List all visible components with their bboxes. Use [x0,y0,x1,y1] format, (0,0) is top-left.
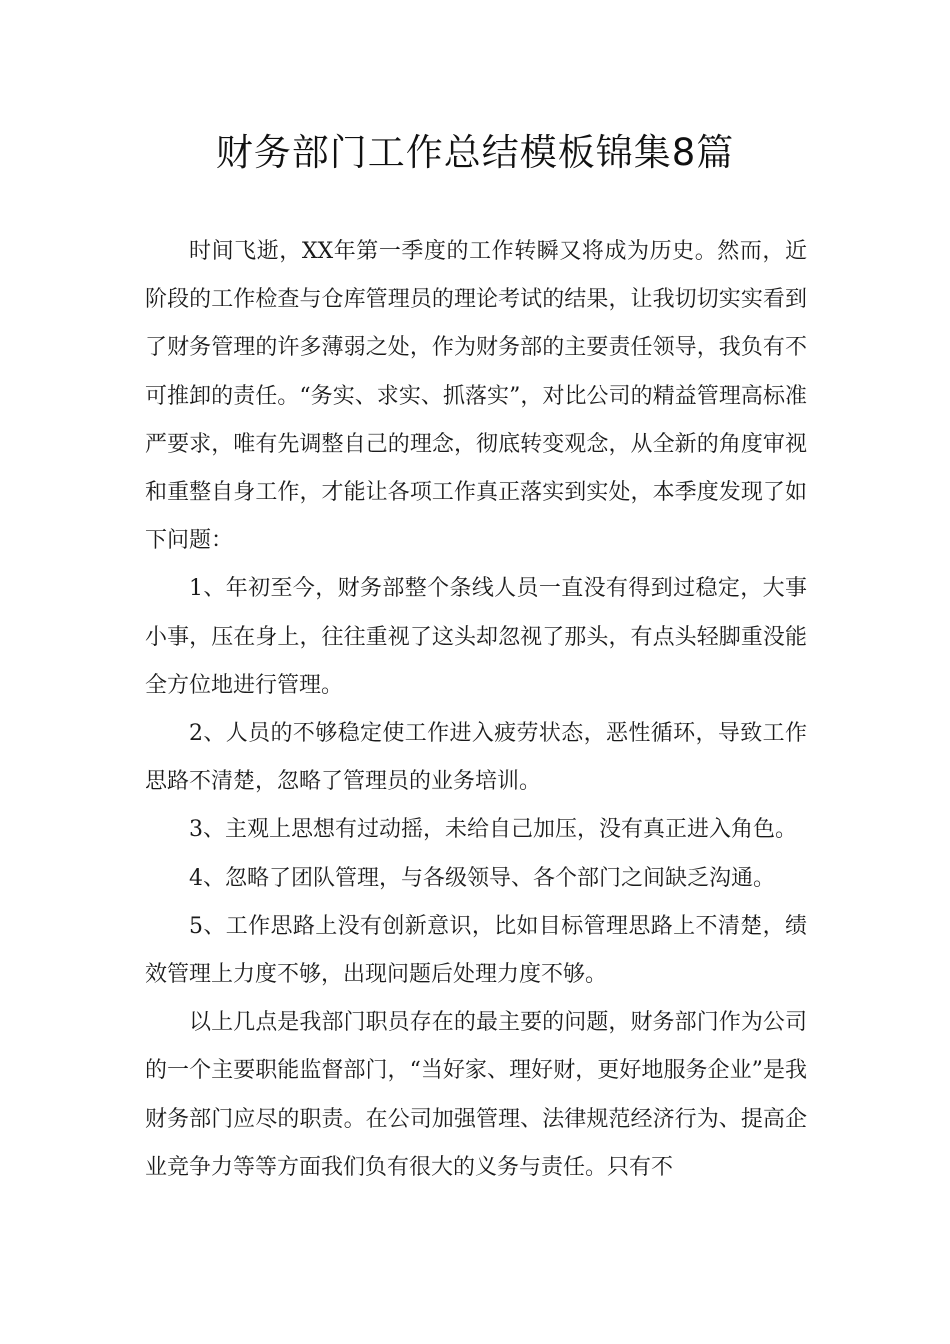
body-paragraph-issue-4: 4、忽略了团队管理，与各级领导、各个部门之间缺乏沟通。 [189,865,775,891]
document-title: 财务部门工作总结模板锦集8篇 [215,131,735,174]
body-paragraph-issue-1: 1、年初至今，财务部整个条线人员一直没有得到过稳定，大事小事，压在身上，往往重视了这头却忽视了那头，有点头轻脚重没能全方位地进行管理。 [145,576,807,698]
body-paragraph-intro: 时间飞逝，XX年第一季度的工作转瞬又将成为历史。然而，近阶段的工作检查与仓库管理员的理论考试的结果，让我切切实实看到了财务管理的许多薄弱之处，作为财务部的主要责任领导，我负有不可推卸的责任。“务实、求实、抓落实”，对比公司的精益管理高标准严要求，唯有先调整自己的理念，彻底转变观念，从全新的角度审视和重整自身工作，才能让各项工作真正落实到实处，本季度发现了如下问题： [145,239,807,554]
document-body [145,228,807,1192]
body-paragraph-issue-3: 3、主观上思想有过动摇，未给自己加压，没有真正进入角色。 [189,817,797,843]
body-paragraph-issue-5: 5、工作思路上没有创新意识，比如目标管理思路上不清楚，绩效管理上力度不够，出现问题后处理力度不够。 [145,913,807,988]
body-paragraph-summary: 以上几点是我部门职员存在的最主要的问题，财务部门作为公司的一个主要职能监督部门，“当好家、理好财，更好地服务企业”是我财务部门应尽的职责。在公司加强管理、法律规范经济行为、提高企业竞争力等等方面我们负有很大的义务与责任。只有不 [145,1010,807,1180]
body-paragraph-issue-2: 2、人员的不够稳定使工作进入疲劳状态，恶性循环，导致工作思路不清楚，忽略了管理员的业务培训。 [145,721,807,795]
